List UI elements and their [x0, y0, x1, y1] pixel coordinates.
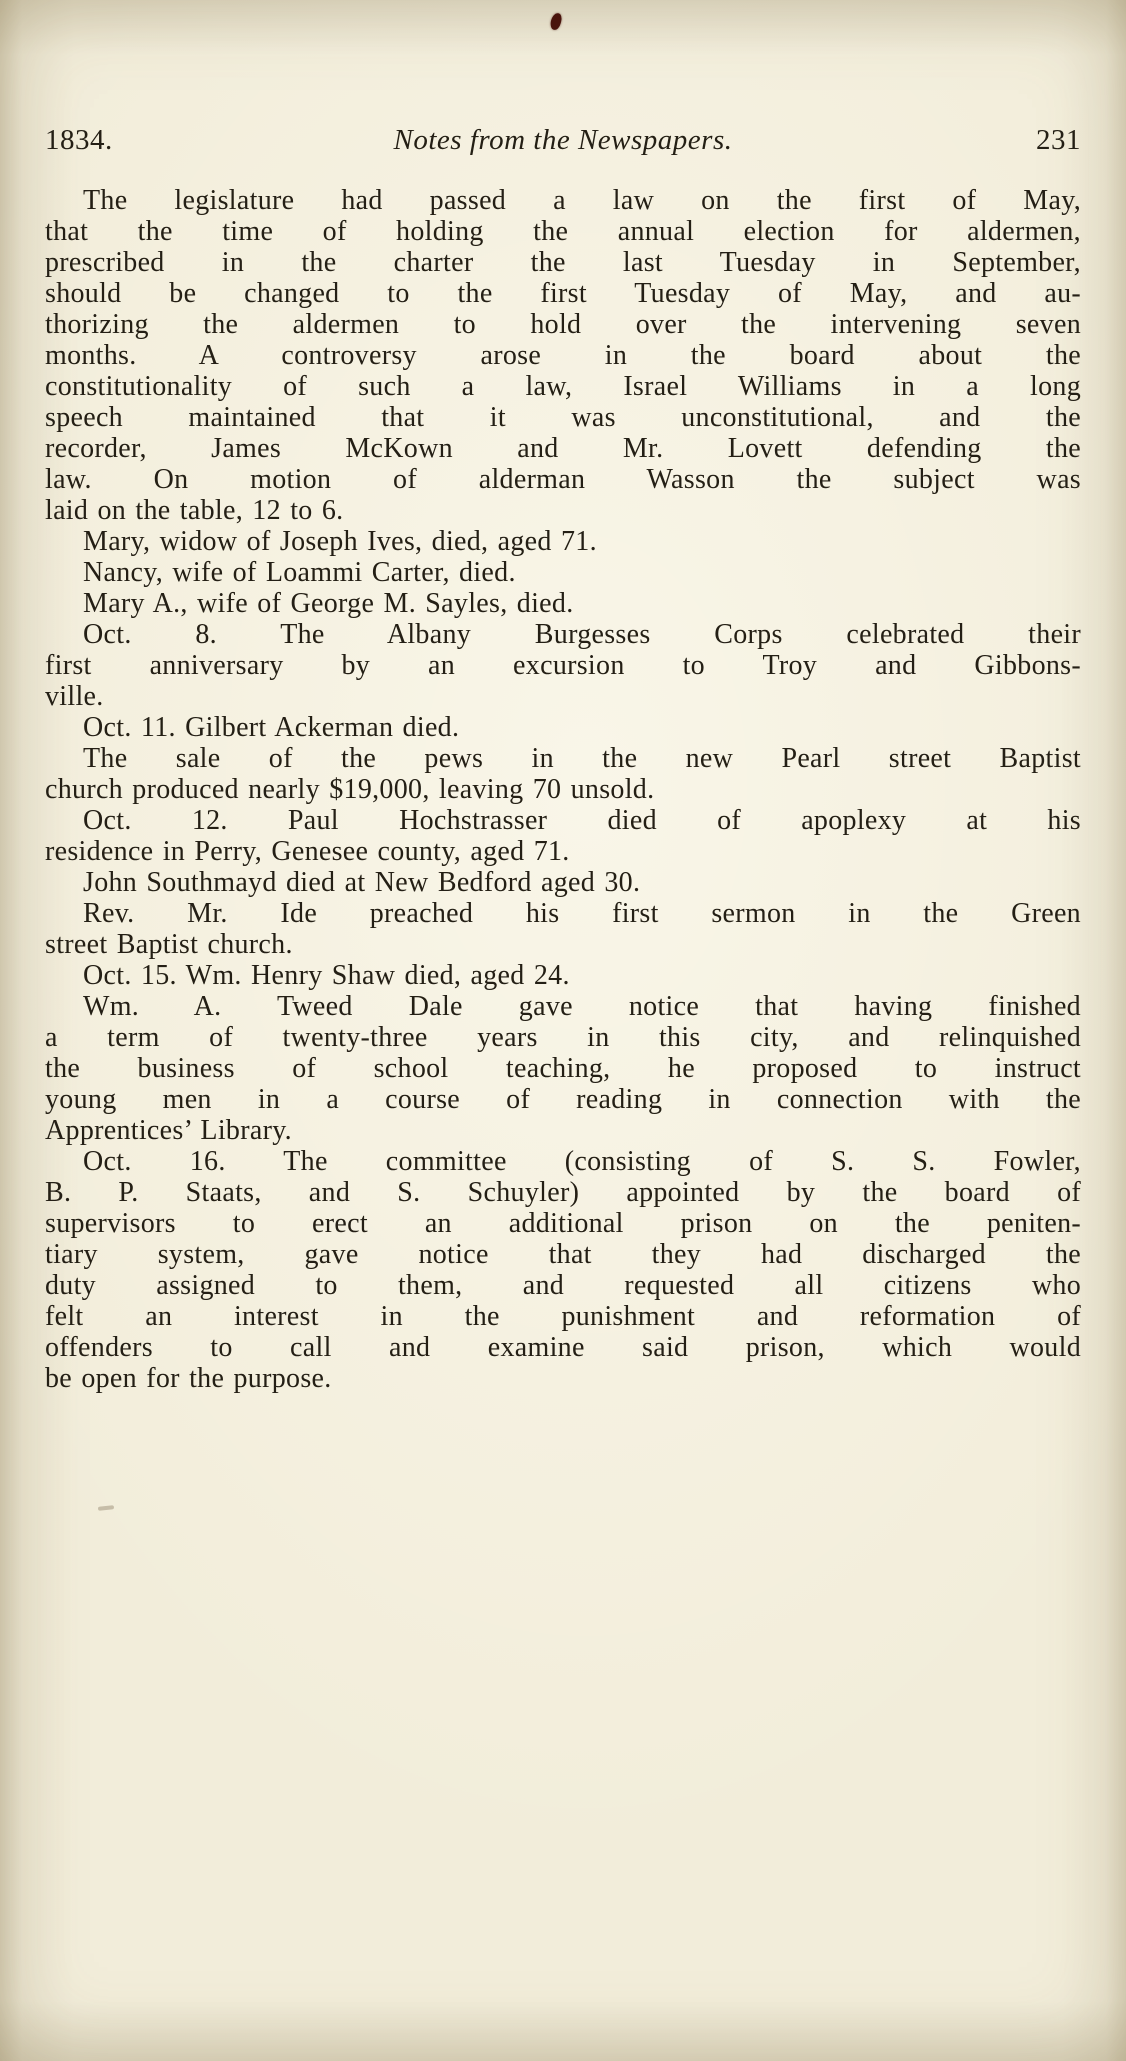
- text-line: Apprentices’ Library.: [45, 1115, 292, 1146]
- text-line: be open for the purpose.: [45, 1363, 332, 1394]
- text-line: law. On motion of alderman Wasson the subject was: [45, 464, 1081, 495]
- text-line: supervisors to erect an additional prison on the peniten-: [45, 1208, 1081, 1239]
- text-line: Wm. A. Tweed Dale gave notice that having finished: [83, 991, 1081, 1022]
- text-line: laid on the table, 12 to 6.: [45, 495, 344, 526]
- text-line: The sale of the pews in the new Pearl street Baptist: [83, 743, 1081, 774]
- text-line: street Baptist church.: [45, 929, 293, 960]
- ink-blemish: [549, 12, 563, 31]
- paragraph: [45, 619, 1081, 712]
- text-line: Oct. 8. The Albany Burgesses Corps celebrated their: [83, 619, 1081, 650]
- paragraph: [45, 991, 1081, 1146]
- text-line: prescribed in the charter the last Tuesday in September,: [45, 247, 1081, 278]
- page-title: Notes from the Newspapers.: [393, 124, 733, 156]
- paragraph: [45, 1146, 1081, 1394]
- text-line: speech maintained that it was unconstitutional, and the: [45, 402, 1081, 433]
- text-line: Oct. 11. Gilbert Ackerman died.: [83, 712, 460, 743]
- text-line: should be changed to the first Tuesday of May, and au-: [45, 278, 1081, 309]
- paragraph: [45, 712, 1081, 743]
- text-line: Oct. 15. Wm. Henry Shaw died, aged 24.: [83, 960, 570, 991]
- text-line: Nancy, wife of Loammi Carter, died.: [83, 557, 516, 588]
- text-line: ville.: [45, 681, 104, 712]
- text-line: offenders to call and examine said prison, which would: [45, 1332, 1081, 1363]
- text-line: young men in a course of reading in connection with the: [45, 1084, 1081, 1115]
- text-line: The legislature had passed a law on the first of May,: [83, 185, 1081, 216]
- text-line: Mary A., wife of George M. Sayles, died.: [83, 588, 574, 619]
- text-line: recorder, James McKown and Mr. Lovett defending the: [45, 433, 1081, 464]
- text-line: Mary, widow of Joseph Ives, died, aged 71.: [83, 526, 597, 557]
- paragraph: [45, 526, 1081, 557]
- paragraph: [45, 867, 1081, 898]
- paragraph: [45, 185, 1081, 526]
- text-line: that the time of holding the annual election for aldermen,: [45, 216, 1081, 247]
- text-line: first anniversary by an excursion to Troy and Gibbons-: [45, 650, 1081, 681]
- text-line: thorizing the aldermen to hold over the intervening seven: [45, 309, 1081, 340]
- text-line: the business of school teaching, he proposed to instruct: [45, 1053, 1081, 1084]
- text-line: Oct. 16. The committee (consisting of S. S. Fowler,: [83, 1146, 1081, 1177]
- text-line: Oct. 12. Paul Hochstrasser died of apoplexy at his: [83, 805, 1081, 836]
- paragraph: [45, 805, 1081, 867]
- paragraph: [45, 898, 1081, 960]
- header-year: 1834.: [45, 124, 113, 156]
- paragraph: [45, 743, 1081, 805]
- page-body: [45, 185, 1081, 1394]
- text-line: constitutionality of such a law, Israel Williams in a long: [45, 371, 1081, 402]
- text-line: a term of twenty-three years in this city, and relinquished: [45, 1022, 1081, 1053]
- text-line: church produced nearly $19,000, leaving 70 unsold.: [45, 774, 655, 805]
- text-line: months. A controversy arose in the board about the: [45, 340, 1081, 371]
- text-line: residence in Perry, Genesee county, aged 71.: [45, 836, 570, 867]
- page-content: [45, 124, 1081, 1394]
- paragraph: [45, 588, 1081, 619]
- text-line: duty assigned to them, and requested all citizens who: [45, 1270, 1081, 1301]
- text-line: tiary system, gave notice that they had discharged the: [45, 1239, 1081, 1270]
- text-line: Rev. Mr. Ide preached his first sermon in the Green: [83, 898, 1081, 929]
- paper-speck: [98, 1505, 114, 1511]
- text-line: B. P. Staats, and S. Schuyler) appointed by the board of: [45, 1177, 1081, 1208]
- page-number: 231: [1036, 124, 1081, 156]
- text-line: John Southmayd died at New Bedford aged 30.: [83, 867, 641, 898]
- paragraph: [45, 557, 1081, 588]
- text-line: felt an interest in the punishment and reformation of: [45, 1301, 1081, 1332]
- paragraph: [45, 960, 1081, 991]
- page-header: [45, 124, 1081, 157]
